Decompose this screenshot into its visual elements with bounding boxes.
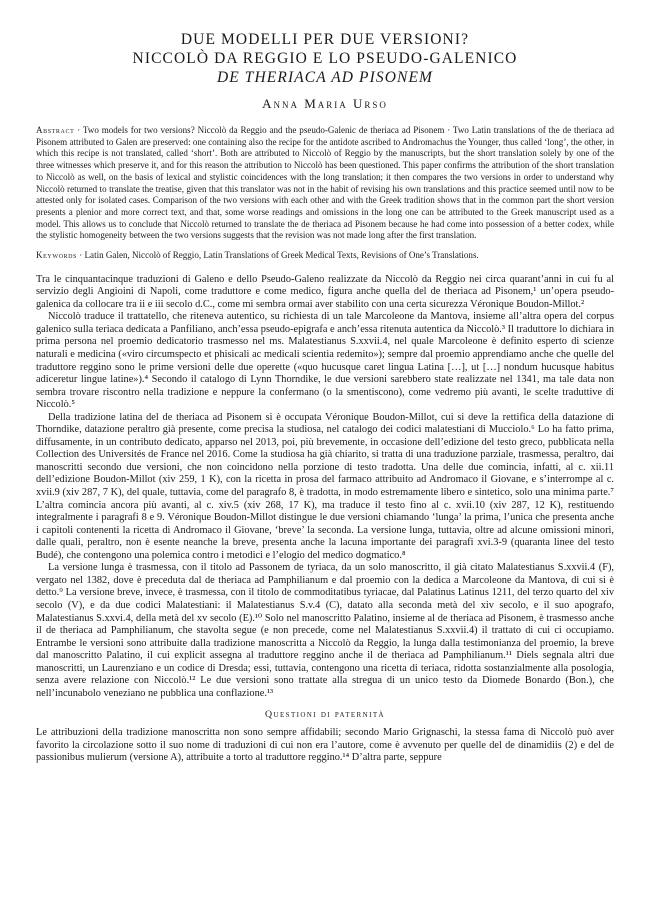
body-paragraph-3: Della tradizione latina del de theriaca ad Pisonem si è occupata Véronique Boudon-Millot, cui si deve la rettifica della datazione di Thorndike, datazione peraltro già presente, come precisa la studiosa, nel catalogo dei codici malatestiani di Mucciolo.⁶ Lo ha fatto prima, diffusamente, in un contributo dedicato, apparso nel 2013, poi, più brevemente, in occasione dell’edizione del testo greco, pubblicata nella Collection des Universités de France nel 2016. Come la studiosa ha già chiarito, si tratta di una traduzione parziale, trasmessa, peraltro, dai manoscritti secondo due versioni, che non coincidono nella porzione di testo tradotta. Una delle due comincia, infatti, al c. xii.11 dell’edizione Boudon-Millot (xiv 259, 1 K), con la ricetta in prosa del farmaco attribuito ad Andromaco il Giovane, e s’interrompe al c. xvii.9 (xiv 287, 7 K), del quale, tuttavia, come del paragrafo 8, è tradotta, in modo estremamente libero e sintetico, solo una minima parte.⁷ L’altra comincia ancora più avanti, al c. xiv.5 (xiv 268, 17 K), ma traduce il testo fino al c. xvii.10 (xiv 287, 12 K), restituendo integralmente i paragrafi 8 e 9. Véronique Boudon-Millot distingue le due versioni chiamando ‘lunga’ la prima, l’unica che presenta anche i capitoli contenenti la ricetta di Andromaco il Giovane, ‘breve’ la seconda. La versione lunga, tuttavia, oltre ad alcune omissioni minori, dalle quali, peraltro, non è esente neanche la breve, presenta anche la lacuna importante dei paragrafi xvi.3-9 (quaranta linee del testo Budé), che contengono una polemica contro i metodici e l’elogio del medico dogmatico.⁸ bbox=[36, 411, 614, 561]
abstract-label: Abstract bbox=[36, 125, 75, 135]
article-body bbox=[36, 274, 614, 765]
body-paragraph-5: Le attribuzioni della tradizione manoscritta non sono sempre affidabili; secondo Mario Grignaschi, la stessa fama di Niccolò può aver favorito la circolazione sotto il suo nome di traduzioni di cui non era l’autore, come è avvenuto per quelle del de dinamidiis (2) e del de passionibus mulierum (versione A), attribuite a torto al traduttore reggino.¹⁴ D’altra parte, seppure bbox=[36, 727, 614, 764]
body-paragraph-1: Tra le cinquantacinque traduzioni di Galeno e dello Pseudo-Galeno realizzate da Niccolò da Reggio nei circa quarant’anni in cui fu al servizio degli Angioini di Napoli, come traduttore e come medico, figura anche quella del de theriaca ad Pisonem,¹ un’opera pseudo-galenica da collocare tra ii e iii secolo d.C., come mi sembra ormai aver stabilito con una certa sicurezza Véronique Boudon-Millot.² bbox=[36, 273, 614, 310]
body-paragraph-4: La versione lunga è trasmessa, con il titolo ad Passonem de tyriaca, da un solo manoscritto, il già citato Malatestianus S.xxvii.4 (F), vergato nel 1382, dove è preceduta dal de theriaca ad Pamphilianum e dal proemio con la dedica a Marcoleone da Mantova, di cui si è detto.⁹ La versione breve, invece, è trasmessa, con il titolo de commoditatibus tyriacae, dal Palatinus Latinus 1211, del terzo quarto del xiv secolo (V), e da due codici Malatestiani: il Malatestianus S.v.4 (C), datato alla seconda metà del xiv secolo, e il suo apografo, Malatestianus S.xxvi.4, della metà del xv secolo (E).¹⁰ Solo nel manoscritto Palatino, insieme al de theriaca ad Pisonem, è trasmesso anche il de theriaca ad Pamphilianum, che stavolta segue (e non precede, come nel Malatestianus S.xxvii.4) il trattato di cui ci occupiamo. Entrambe le versioni sono attribuite dalla tradizione manoscritta a Niccolò da Reggio, la lunga dalla testimonianza del proemio, la breve dal manoscritto Palatino, il cui explicit assegna al traduttore reggino anche il de theriaca ad Pamphilianum.¹¹ Diels segnala altri due manoscritti, un Laurenziano e un codice di Dresda; essi, tuttavia, contengono una ricetta di teriaca, ridotta sostanzialmente alla posologia, senza avere relazione con Niccolò.¹² Le due versioni sono trattate alla stregua di un unico testo da Diomede Bonardo (Bon.), che nell’incunabolo veneziano ne pubblica una conflazione.¹³ bbox=[36, 562, 614, 699]
paper-title-line-1: DUE MODELLI PER DUE VERSIONI? bbox=[180, 31, 470, 48]
author-name: Anna Maria Urso bbox=[262, 96, 388, 111]
abstract bbox=[36, 125, 614, 242]
keywords bbox=[36, 250, 614, 262]
paper-title-line-3: DE THERIACA AD PISONEM bbox=[216, 69, 434, 86]
body-paragraph-2: Niccolò traduce il trattatello, che riteneva autentico, su richiesta di un tale Marcoleone da Mantova, insieme all’altra opera del corpus galenico sulla teriaca dedicata a Panfiliano, anch’essa pseudo-epigrafa e anch’essa ritenuta autentica da Niccolò.³ Il traduttore lo dichiara in prima persona nel proemio dedicatorio trasmesso nel ms. Malatestianus S.xxvii.4, nel quale Marcoleone è definito esperto di scienze naturali e medicina («viro circumspecto et phisicali ac medicali scientia redemito»); sempre dal proemio apprendiamo anche che quelle del traduttore reggino sono le prime versioni delle due operette («quo hucusque caret lingua Latina […], ut […] nondum hucusque habitus adiceretur lingue latine»).⁴ Secondo il catalogo di Lynn Thorndike, le due versioni sarebbero state realizzate nel 1341, ma tale data non sembra trovare riscontro nella tradizione e neppure la confermano (o la smentiscono), come vedremo più avanti, le scelte traduttive di Niccolò.⁵ bbox=[36, 311, 614, 411]
abstract-text: · Two models for two versions? Niccolò da Reggio and the pseudo-Galenic de theriaca ad Pisonem · Two Latin translations of the de theriaca ad Pisonem attributed to Galen are preserved: one containing also the recipe for the antidote ascribed to Andromachus the Younger, thus called ‘long’, the other, in which this recipe is not translated, called ‘short’. Both are attributed to Niccolò of Reggio by the manuscripts, but the short translation solely by one of the three witnesses which preserve it, and for this reason the attribution to Niccolò has been questioned. This paper confirms the attribution of the short translation to Niccolò as well, on the basis of lexical and stylistic coincidences with the long translation; it then compares the two versions in order to understand why Niccolò returned to translate the treatise, given that this translator was not in the habit of revising his own translations and this practice seemed until now to be attested only for isolated cases. Comparison of the two versions with each other and with the Greek tradition shows that in the common part the short version presents a plenior and more correct text, and that, some worse readings and omissions in the long one can be attributed to the Greek manuscript used as a model. This allows us to conclude that Niccolò returned to translate the de theriaca ad Pisonem because he had come into possession of a better codex, while the stylistic homogeneity between the two versions suggests that the revision was not made long after the first translation. bbox=[36, 125, 614, 241]
keywords-text: · Latin Galen, Niccolò of Reggio, Latin Translations of Greek Medical Texts, Revisions of One’s Translations. bbox=[77, 250, 479, 261]
keywords-label: Keywords bbox=[36, 250, 77, 261]
paper-title-line-2: NICCOLÒ DA REGGIO E LO PSEUDO-GALENICO bbox=[132, 50, 518, 67]
section-heading: Questioni di paternità bbox=[265, 709, 385, 721]
